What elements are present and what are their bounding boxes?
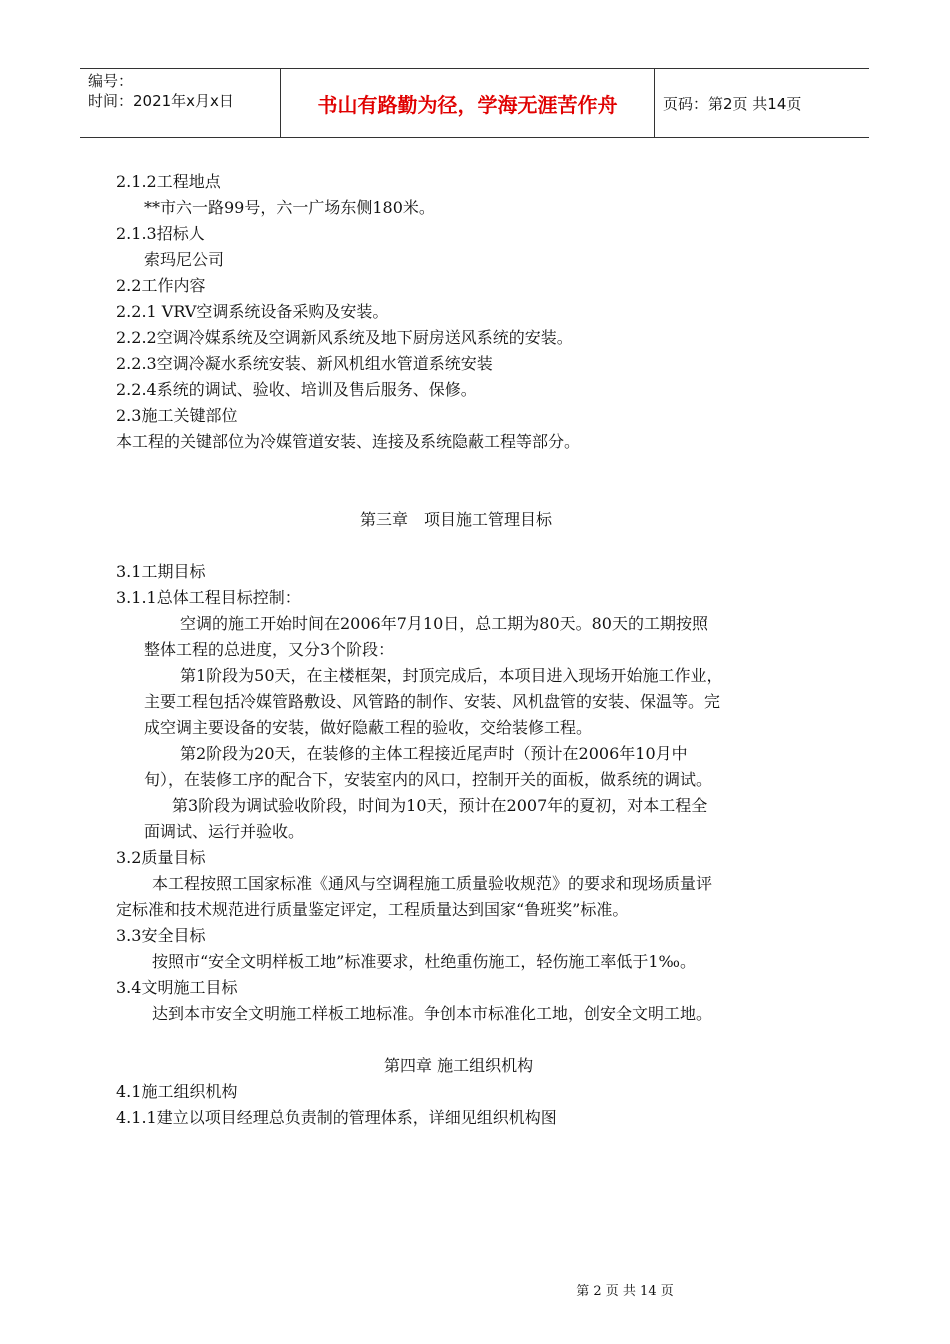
heading-3-3: 3.3安全目标 <box>116 926 206 945</box>
body-text: 按照市“安全文明样板工地”标准要求，杜绝重伤施工，轻伤施工率低于1‰。 <box>152 952 697 971</box>
list-item: 2.2.2空调冷媒系统及空调新风系统及地下厨房送风系统的安装。 <box>116 328 573 347</box>
body-text: 本工程的关键部位为冷媒管道安装、连接及系统隐蔽工程等部分。 <box>116 432 581 451</box>
heading-3-1: 3.1工期目标 <box>116 562 206 581</box>
document-time-label: 时间：2021年x月x日 <box>88 92 234 110</box>
heading-3-1-1: 3.1.1总体工程目标控制： <box>116 588 301 607</box>
body-text: 定标准和技术规范进行质量鉴定评定，工程质量达到国家“鲁班奖”标准。 <box>116 900 629 919</box>
heading-3-4: 3.4文明施工目标 <box>116 978 238 997</box>
document-number-label: 编号： <box>88 72 134 90</box>
body-text: 第2阶段为20天，在装修的主体工程接近尾声时（预计在2006年10月中 <box>180 744 688 763</box>
chapter-3-title: 第三章 项目施工管理目标 <box>360 510 553 529</box>
header-meta <box>80 69 281 137</box>
heading-3-2: 3.2质量目标 <box>116 848 206 867</box>
header-page-info: 页码：第2页 共14页 <box>663 94 802 113</box>
body-text: 达到本市安全文明施工样板工地标准。争创本市标准化工地，创安全文明工地。 <box>152 1004 713 1023</box>
list-item: 2.2.4系统的调试、验收、培训及售后服务、保修。 <box>116 380 477 399</box>
heading-2-1-2: 2.1.2工程地点 <box>116 172 221 191</box>
body-text: 索玛尼公司 <box>144 250 225 269</box>
page-footer: 第 2 页 共 14 页 <box>576 1284 674 1299</box>
body-text: **市六一路99号，六一广场东侧180米。 <box>144 198 435 217</box>
heading-2-1-3: 2.1.3招标人 <box>116 224 205 243</box>
body-text: 成空调主要设备的安装，做好隐蔽工程的验收，交给装修工程。 <box>144 718 593 737</box>
heading-2-3: 2.3施工关键部位 <box>116 406 238 425</box>
chapter-4-title: 第四章 施工组织机构 <box>384 1056 534 1075</box>
heading-2-2: 2.2工作内容 <box>116 276 206 295</box>
body-text: 旬），在装修工序的配合下，安装室内的风口，控制开关的面板，做系统的调试。 <box>144 770 713 789</box>
body-text: 第3阶段为调试验收阶段，时间为10天，预计在2007年的夏初，对本工程全 <box>172 796 708 815</box>
body-text: 空调的施工开始时间在2006年7月10日，总工期为80天。80天的工期按照 <box>180 614 708 633</box>
body-text: 面调试、运行并验收。 <box>144 822 305 841</box>
heading-4-1: 4.1施工组织机构 <box>116 1082 238 1101</box>
body-text: 本工程按照工国家标准《通风与空调程施工质量验收规范》的要求和现场质量评 <box>152 874 713 893</box>
page-header <box>80 68 869 138</box>
list-item: 2.2.3空调冷凝水系统安装、新风机组水管道系统安装 <box>116 354 493 373</box>
body-text: 第1阶段为50天，在主楼框架，封顶完成后，本项目进入现场开始施工作业， <box>180 666 723 685</box>
heading-4-1-1: 4.1.1建立以项目经理总负责制的管理体系，详细见组织机构图 <box>116 1108 557 1127</box>
list-item: 2.2.1 VRV空调系统设备采购及安装。 <box>116 302 389 321</box>
body-text: 整体工程的总进度，又分3个阶段： <box>144 640 395 659</box>
header-motto: 书山有路勤为径，学海无涯苦作舟 <box>281 69 655 137</box>
body-text: 主要工程包括冷媒管路敷设、风管路的制作、安装、风机盘管的安装、保温等。完 <box>144 692 721 711</box>
